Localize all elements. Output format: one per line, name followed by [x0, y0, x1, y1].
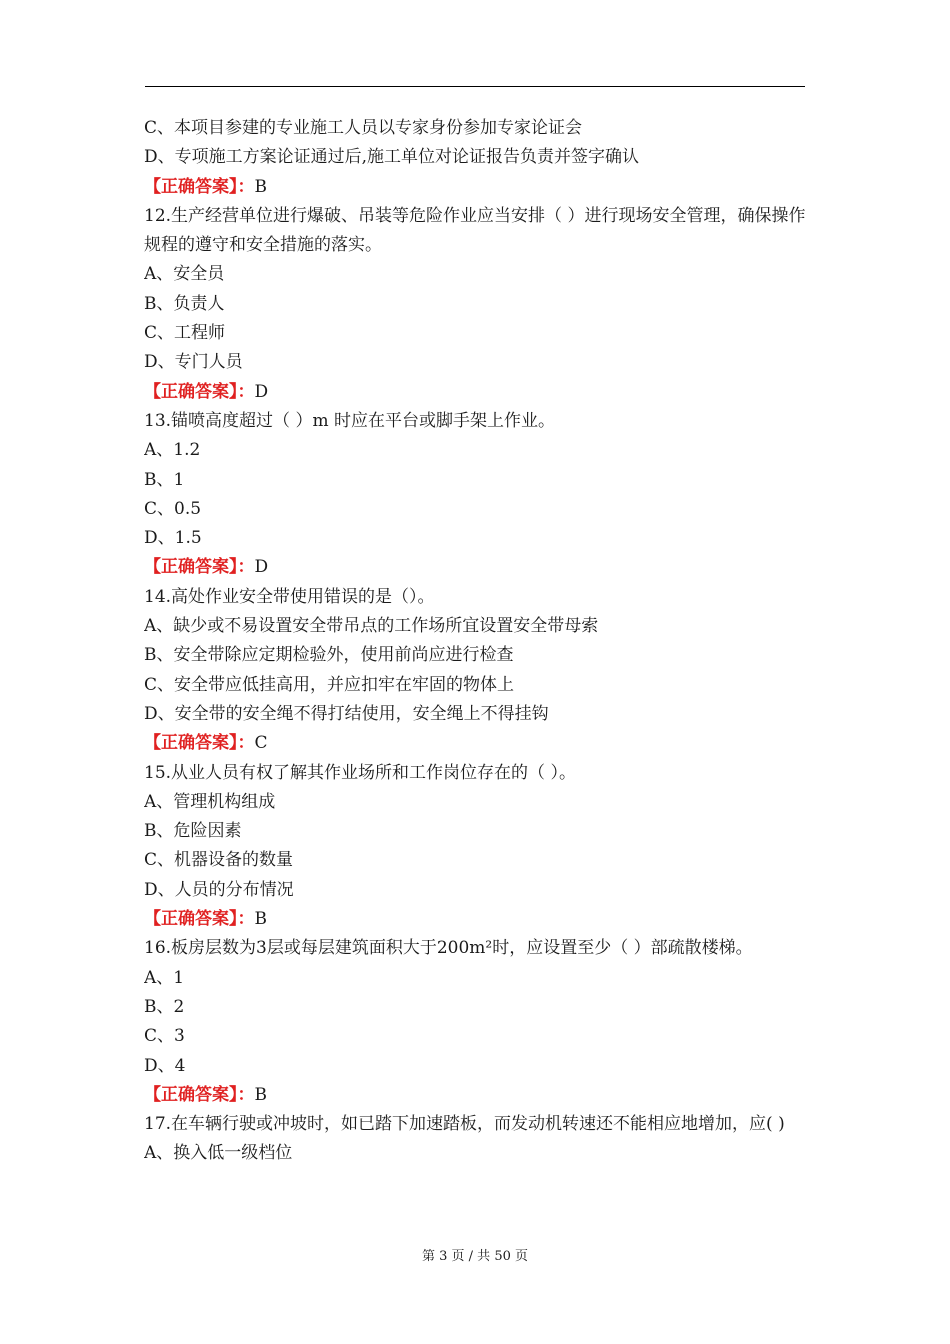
option-d: D、人员的分布情况 [144, 879, 294, 900]
option-d: D、4 [144, 1055, 186, 1076]
question-text: 12.生产经营单位进行爆破、吊装等危险作业应当安排（ ）进行现场安全管理，确保操作规程的遵守和安全措施的落实。 [144, 205, 806, 256]
answer-line [144, 553, 809, 582]
option-a: A、缺少或不易设置安全带吊点的工作场所宜设置安全带母索 [144, 616, 599, 637]
option-a: A、1 [144, 967, 185, 988]
question-15 [144, 759, 809, 935]
answer-line [144, 378, 809, 407]
option-b: B、危险因素 [144, 821, 242, 842]
answer-label: 【正确答案】： [144, 1084, 255, 1105]
option-b: B、安全带除应定期检验外，使用前尚应进行检查 [144, 645, 514, 666]
option-b: B、1 [144, 469, 185, 490]
option-c: C、3 [144, 1026, 185, 1047]
question-17 [144, 1110, 809, 1169]
option-a: A、管理机构组成 [144, 791, 276, 812]
answer-value: B [254, 176, 267, 197]
answer-value: B [254, 1084, 267, 1105]
option-c: C、本项目参建的专业施工人员以专家身份参加专家论证会 [144, 118, 583, 138]
option-b: B、2 [144, 996, 185, 1017]
document-body [144, 114, 809, 1169]
option-a: A、1.2 [144, 440, 201, 461]
option-a: A、安全员 [144, 264, 225, 285]
answer-value: C [254, 733, 268, 754]
option-c: C、工程师 [144, 323, 226, 344]
answer-label: 【正确答案】： [144, 176, 255, 197]
header-rule [145, 86, 805, 87]
answer-line [144, 729, 809, 758]
option-c: C、安全带应低挂高用，并应扣牢在牢固的物体上 [144, 674, 515, 695]
answer-label: 【正确答案】： [144, 909, 255, 930]
answer-value: D [254, 557, 269, 578]
answer-line [144, 173, 809, 202]
option-d: D、1.5 [144, 528, 202, 549]
question-text: 13.锚喷高度超过（ ）m 时应在平台或脚手架上作业。 [144, 410, 555, 431]
option-c: C、0.5 [144, 498, 202, 519]
question-text: 17.在车辆行驶或冲坡时，如已踏下加速踏板，而发动机转速还不能相应地增加，应( ) [144, 1114, 785, 1135]
option-a: A、换入低一级档位 [144, 1143, 293, 1164]
answer-label: 【正确答案】： [144, 557, 255, 578]
question-13 [144, 407, 809, 583]
question-text: 15.从业人员有权了解其作业场所和工作岗位存在的（ ）。 [144, 762, 576, 783]
option-d: D、专项施工方案论证通过后,施工单位对论证报告负责并签字确认 [144, 147, 640, 168]
question-16 [144, 934, 809, 1110]
answer-value: D [254, 381, 269, 402]
option-d: D、专门人员 [144, 352, 243, 373]
answer-label: 【正确答案】： [144, 733, 255, 754]
option-b: B、负责人 [144, 293, 225, 314]
page-footer: 第 3 页 / 共 50 页 [422, 1249, 528, 1264]
question-14 [144, 583, 809, 759]
option-c: C、机器设备的数量 [144, 850, 294, 871]
answer-label: 【正确答案】： [144, 381, 255, 402]
option-d: D、安全带的安全绳不得打结使用，安全绳上不得挂钩 [144, 703, 549, 724]
answer-line [144, 1081, 809, 1110]
answer-value: B [254, 909, 267, 930]
answer-line [144, 905, 809, 934]
partial-question [144, 114, 809, 202]
question-text: 16.板房层数为3层或每层建筑面积大于200m²时，应设置至少（ ）部疏散楼梯。 [144, 938, 753, 959]
question-text: 14.高处作业安全带使用错误的是（）。 [144, 586, 435, 607]
question-12 [144, 202, 809, 407]
